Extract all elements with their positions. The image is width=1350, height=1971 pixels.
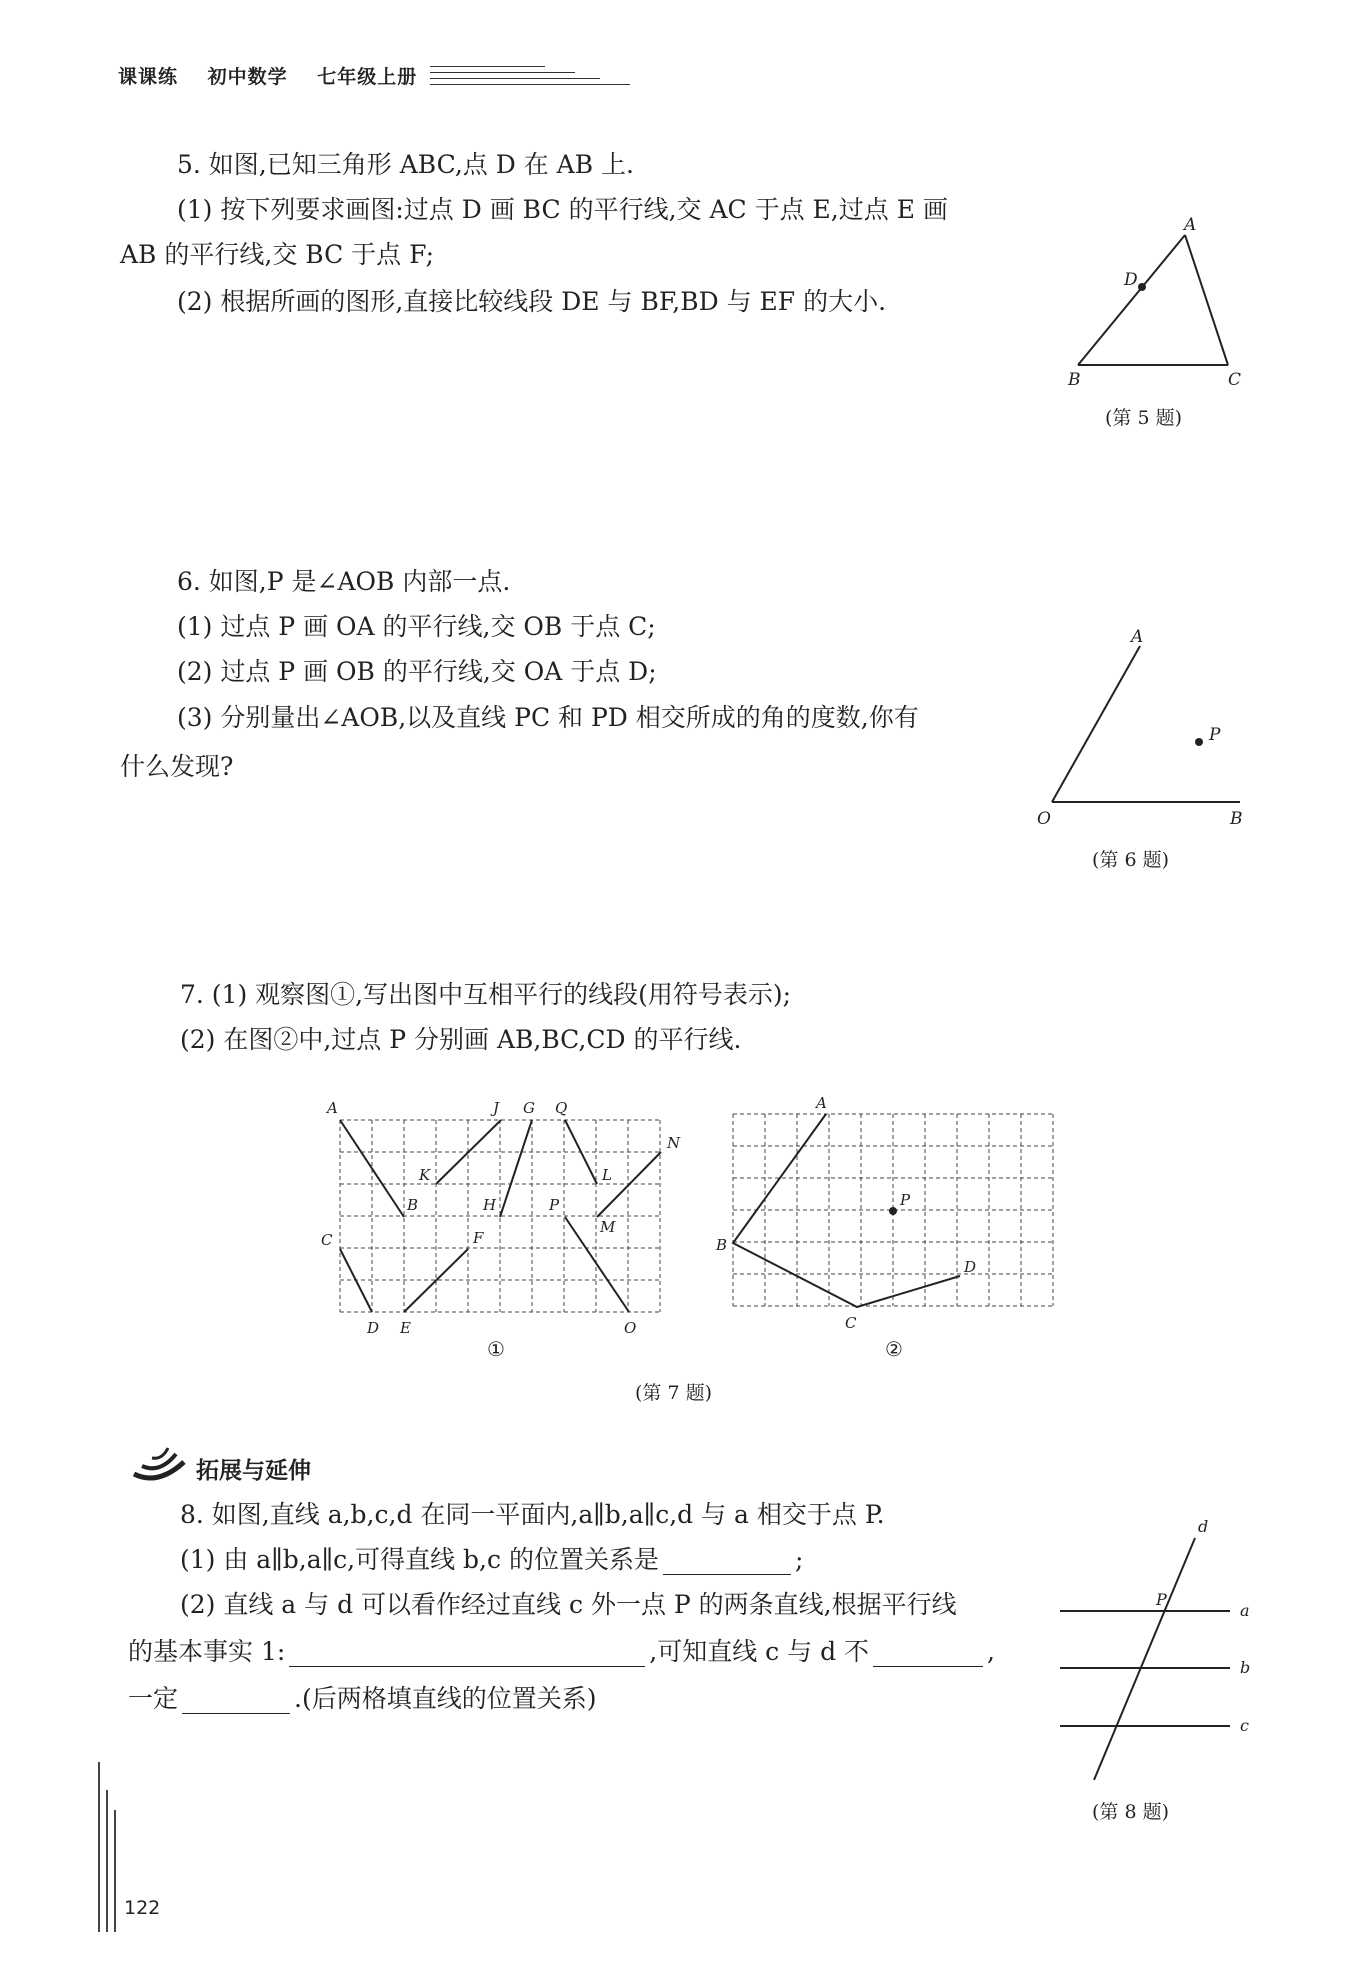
- q8-part2-line2: [128, 1637, 995, 1667]
- label-b: b: [1240, 1658, 1251, 1677]
- point-d-dot: [1138, 283, 1146, 291]
- page-header: [118, 62, 439, 89]
- label-a: A: [327, 1099, 338, 1117]
- q6-angle-figure: [1025, 625, 1265, 830]
- label-q: Q: [555, 1099, 568, 1117]
- binding-bar: [106, 1790, 108, 1932]
- q8-part2-line3: [128, 1684, 596, 1714]
- binding-bar: [98, 1762, 100, 1932]
- section-title: 拓展与延伸: [196, 1458, 311, 1484]
- q8-caption: (第 8 题): [1092, 1801, 1169, 1823]
- q8-part1-text: (1) 由 a∥b,a∥c,可得直线 b,c 的位置关系是: [180, 1545, 659, 1574]
- header-rule: [430, 66, 545, 67]
- section-swirl-icon: [128, 1440, 194, 1484]
- q6-stem: 6. 如图,P 是∠AOB 内部一点.: [177, 567, 511, 596]
- point-p-dot: [1195, 738, 1203, 746]
- label-f: F: [473, 1229, 484, 1247]
- binding-bar: [114, 1810, 116, 1932]
- label-p: P: [1209, 725, 1221, 745]
- book-grade: 七年级上册: [317, 66, 418, 88]
- q8-lines-figure: [1050, 1510, 1270, 1790]
- label-c: C: [845, 1314, 857, 1332]
- q8-part2-line2-text: 的基本事实 1:: [128, 1637, 286, 1666]
- ray-oa: [1052, 646, 1140, 802]
- header-rule: [430, 78, 600, 79]
- label-a: A: [1184, 215, 1197, 235]
- label-a: a: [1240, 1601, 1250, 1620]
- q8-part2-line1: (2) 直线 a 与 d 可以看作经过直线 c 外一点 P 的两条直线,根据平行线: [180, 1590, 957, 1619]
- q7-caption: (第 7 题): [635, 1382, 712, 1404]
- book-subject: 初中数学: [207, 66, 288, 88]
- q6-part2: (2) 过点 P 画 OB 的平行线,交 OA 于点 D;: [177, 657, 657, 686]
- label-h: H: [483, 1196, 497, 1214]
- label-d: D: [964, 1258, 977, 1276]
- q5-caption: (第 5 题): [1105, 407, 1182, 429]
- label-m: M: [600, 1218, 616, 1236]
- header-rule: [430, 84, 630, 85]
- triangle-side-ab: [1078, 235, 1185, 365]
- label-d: d: [1198, 1517, 1209, 1536]
- label-d: D: [367, 1319, 380, 1337]
- q5-part2: (2) 根据所画的图形,直接比较线段 DE 与 BF,BD 与 EF 的大小.: [177, 287, 887, 316]
- blank-1[interactable]: [663, 1550, 791, 1575]
- segment-hg: [500, 1120, 532, 1217]
- label-c: C: [321, 1231, 333, 1249]
- label-o: O: [624, 1319, 637, 1337]
- q6-part3-line1: (3) 分别量出∠AOB,以及直线 PC 和 PD 相交所成的角的度数,你有: [177, 703, 919, 732]
- fig1-labels: [321, 1099, 681, 1337]
- label-b: B: [716, 1236, 728, 1254]
- q6-caption: (第 6 题): [1092, 849, 1169, 871]
- q5-part1-line1: (1) 按下列要求画图:过点 D 画 BC 的平行线,交 AC 于点 E,过点 E 画: [177, 195, 948, 224]
- page-number: 122: [124, 1897, 161, 1919]
- label-c: C: [1228, 370, 1242, 390]
- label-l: L: [602, 1166, 612, 1184]
- point-p-dot: [889, 1207, 897, 1215]
- q7-fig1-label: ①: [487, 1337, 505, 1361]
- segment-po: [565, 1217, 629, 1312]
- q8-part2-line2-end: ,: [987, 1637, 995, 1666]
- label-e: E: [400, 1319, 411, 1337]
- label-b: B: [1230, 809, 1243, 829]
- triangle-side-ac: [1185, 235, 1228, 365]
- blank-3[interactable]: [873, 1642, 983, 1667]
- segment-cd: [340, 1249, 372, 1312]
- label-g: G: [523, 1099, 535, 1117]
- label-d: D: [1124, 270, 1138, 290]
- line-d: [1094, 1538, 1195, 1780]
- q6-part1: (1) 过点 P 画 OA 的平行线,交 OB 于点 C;: [177, 612, 656, 641]
- q8-part1: [180, 1545, 803, 1575]
- q5-triangle-figure: [1060, 205, 1260, 395]
- label-c: c: [1240, 1716, 1249, 1735]
- label-k: K: [419, 1166, 431, 1184]
- q7-part1: 7. (1) 观察图①,写出图中互相平行的线段(用符号表示);: [180, 980, 792, 1009]
- q7-part2: (2) 在图②中,过点 P 分别画 AB,BC,CD 的平行线.: [180, 1025, 742, 1054]
- q5-stem: 5. 如图,已知三角形 ABC,点 D 在 AB 上.: [177, 150, 634, 179]
- q8-stem: 8. 如图,直线 a,b,c,d 在同一平面内,a∥b,a∥c,d 与 a 相交于点 P.: [180, 1500, 885, 1529]
- label-b: B: [1068, 370, 1081, 390]
- label-b: B: [407, 1196, 419, 1214]
- q7-fig2-label: ②: [885, 1337, 903, 1361]
- label-p: P: [549, 1196, 560, 1214]
- q6-part3-line2: 什么发现?: [120, 752, 234, 781]
- q7-figure2: [710, 1090, 1070, 1350]
- book-series: 课课练: [118, 66, 179, 88]
- label-n: N: [667, 1134, 681, 1152]
- q8-part2-line2-mid: ,可知直线 c 与 d 不: [649, 1637, 870, 1666]
- label-o: O: [1037, 809, 1051, 829]
- label-a: A: [816, 1094, 827, 1112]
- q8-part2-line3-text: 一定: [128, 1684, 179, 1713]
- header-rule: [430, 72, 575, 73]
- q8-part2-line3-end: .(后两格填直线的位置关系): [294, 1684, 597, 1713]
- q7-figure1: [315, 1090, 695, 1350]
- q8-part1-end: ;: [794, 1545, 804, 1574]
- label-a: A: [1131, 627, 1144, 647]
- q5-part1-line2: AB 的平行线,交 BC 于点 F;: [120, 240, 435, 269]
- blank-2[interactable]: [289, 1642, 645, 1667]
- blank-4[interactable]: [182, 1689, 290, 1714]
- label-p: P: [900, 1191, 911, 1209]
- label-j: J: [493, 1099, 500, 1117]
- label-p: P: [1156, 1590, 1167, 1609]
